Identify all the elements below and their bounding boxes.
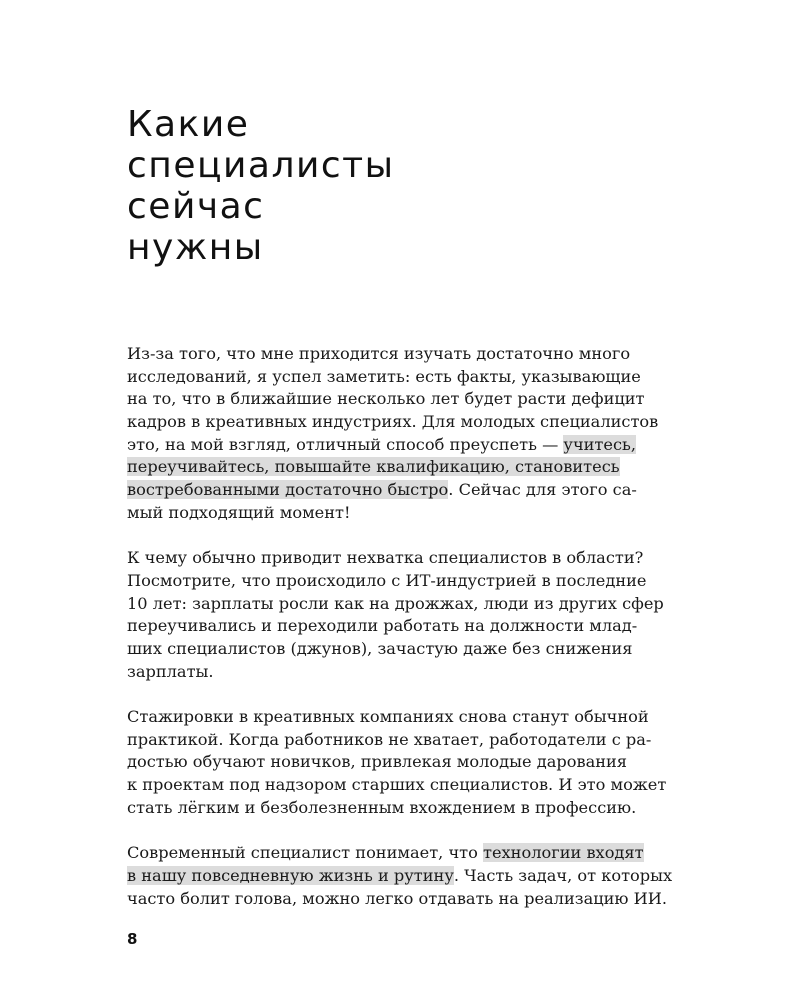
paragraph (127, 343, 691, 525)
text-run: . Сейчас для этого са- (448, 480, 637, 500)
text-line: ших специалистов (джунов), зачастую даже без снижения (127, 638, 633, 658)
highlighted-text: востребованными достаточно быстро (127, 480, 449, 500)
text-line: стать лёгким и безболезненным вхождением в профессию. (127, 797, 637, 817)
highlighted-text: переучивайтесь, повышайте квалификацию, становитесь (127, 457, 620, 477)
paragraph (127, 547, 691, 683)
text-run: это, на мой взгляд, отличный способ преуспеть — (127, 434, 564, 454)
text-line (127, 456, 691, 479)
text-line: Стажировки в креативных компаниях снова станут обычной (127, 707, 649, 726)
text-line: достью обучают новичков, привлекая молодые дарования (127, 752, 628, 772)
text-line: практикой. Когда работников не хватает, работодатели с ра- (127, 729, 652, 749)
text-line: исследований, я успел заметить: есть факты, указывающие (127, 366, 641, 386)
highlighted-text: технологии входят (483, 843, 644, 863)
text-line: часто болит голова, можно легко отдавать на реализацию ИИ. (127, 888, 668, 908)
text-line: мый подходящий момент! (127, 502, 351, 522)
body-text (127, 343, 691, 933)
title-line: Какие (127, 104, 250, 145)
title-line: нужны (127, 227, 264, 268)
text-line: на то, что в ближайшие несколько лет будет расти дефицит (127, 389, 645, 409)
text-line: зарплаты. (127, 661, 214, 681)
text-line: К чему обычно приводит нехватка специалистов в области? (127, 548, 644, 568)
text-line (127, 434, 691, 457)
title-line: сейчас (127, 186, 265, 227)
text-run: . Часть задач, от которых (453, 865, 673, 885)
page-title (127, 104, 687, 268)
paragraph (127, 842, 691, 910)
highlighted-text: в нашу повседневную жизнь и рутину (127, 865, 454, 885)
text-line (127, 842, 691, 865)
text-line: переучивались и переходили работать на должности млад- (127, 616, 638, 636)
text-line: Из-за того, что мне приходится изучать достаточно много (127, 344, 631, 363)
title-line: специалисты (127, 145, 395, 186)
paragraph (127, 706, 691, 819)
text-line: кадров в креативных индустриях. Для молодых специалистов (127, 412, 659, 432)
text-line (127, 479, 691, 502)
text-run: Современный специалист понимает, что (127, 843, 484, 863)
text-line (127, 865, 691, 888)
text-line: 10 лет: зарплаты росли как на дрожжах, люди из других сфер (127, 593, 664, 613)
page-number: 8 (127, 930, 138, 948)
text-line: Посмотрите, что происходило с ИТ-индустрией в последние (127, 570, 647, 590)
text-line: к проектам под надзором старших специалистов. И это может (127, 775, 667, 795)
highlighted-text: учитесь, (563, 434, 636, 454)
